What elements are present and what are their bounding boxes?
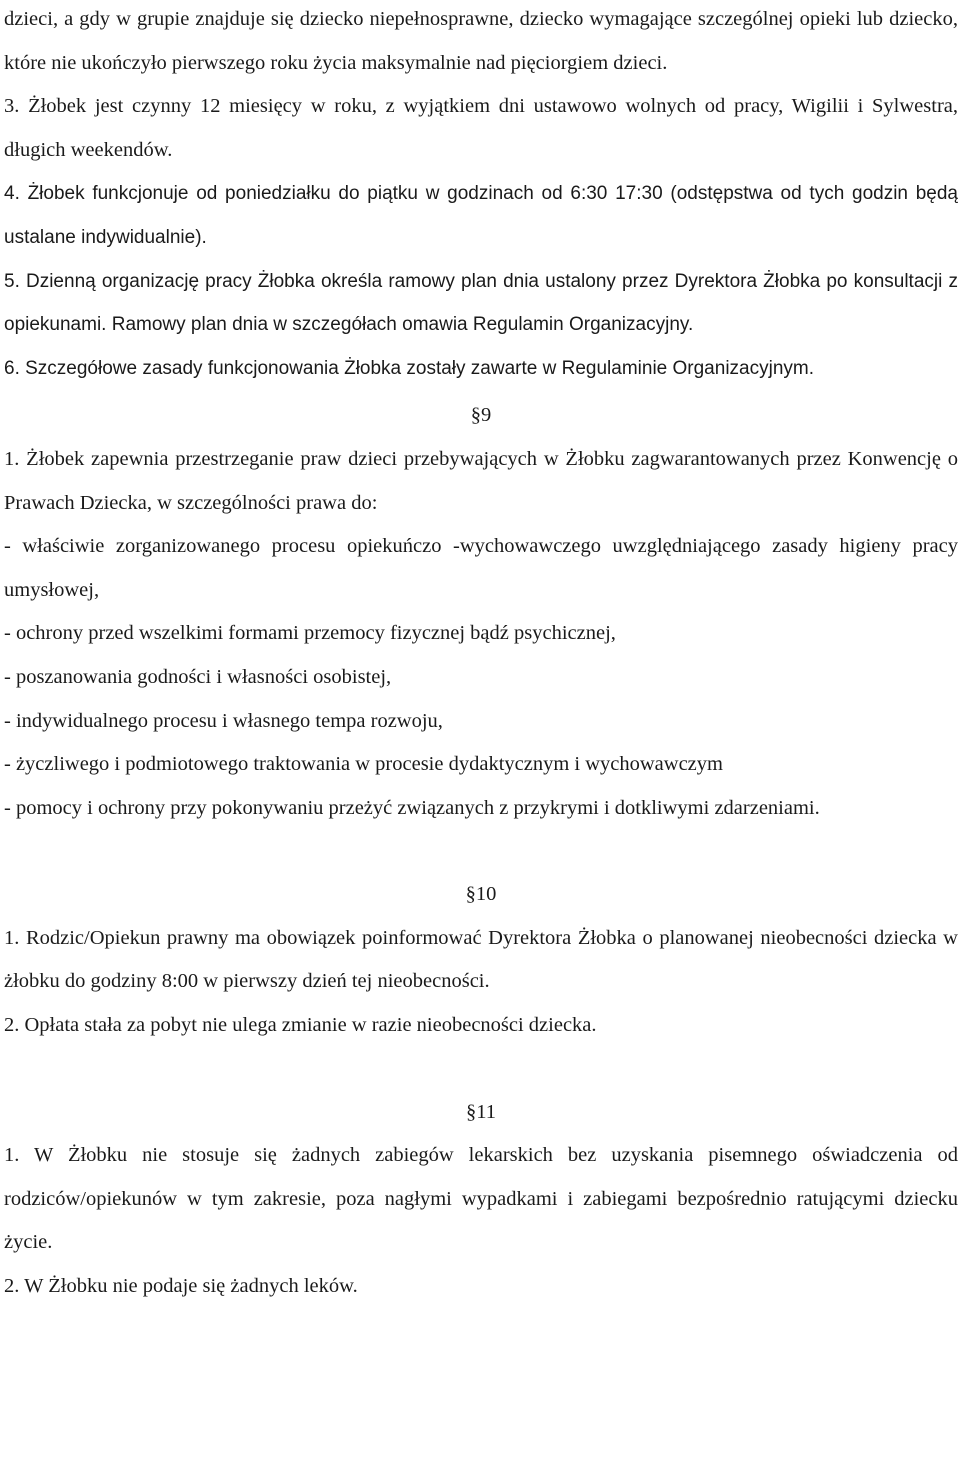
section-9-list-item: - pomocy i ochrony przy pokonywaniu przeżyć związanych z przykrymi i dotkliwymi zdarzeniami. xyxy=(4,796,820,819)
intro-paragraph-5: 5. Dzienną organizację pracy Żłobka określa ramowy plan dnia ustalony przez Dyrektora Żłobka po konsultacji z opiekunami. Ramowy plan dnia w szczegółach omawia Regulamin Organizacyjny. xyxy=(4,270,958,336)
section-9-heading: §9 xyxy=(470,404,492,427)
section-11-heading: §11 xyxy=(466,1100,496,1123)
section-9-paragraph-1: 1. Żłobek zapewnia przestrzeganie praw dzieci przebywających w Żłobku zagwarantowanych przez Konwencję o Prawach Dziecka, w szczególności prawa do: xyxy=(4,447,958,514)
section-9-list-item: - życzliwego i podmiotowego traktowania w procesie dydaktycznym i wychowawczym xyxy=(4,753,723,776)
section-10-paragraph-2: 2. Opłata stała za pobyt nie ulega zmianie w razie nieobecności dziecka. xyxy=(4,1014,597,1037)
intro-paragraph-4: 4. Żłobek funkcjonuje od poniedziałku do piątku w godzinach od 6:30 17:30 (odstępstwa od tych godzin będą ustalane indywidualnie). xyxy=(4,183,958,248)
section-9-list-item: - poszanowania godności i własności osobistej, xyxy=(4,665,392,688)
section-9-list-item: - indywidualnego procesu i własnego tempa rozwoju, xyxy=(4,709,443,732)
section-9-list-item: - właściwie zorganizowanego procesu opiekuńczo -wychowawczego uwzględniającego zasady higieny pracy umysłowej, xyxy=(4,535,958,601)
intro-paragraph-3: 3. Żłobek jest czynny 12 miesięcy w roku, z wyjątkiem dni ustawowo wolnych od pracy, Wigilii i Sylwestra, długich weekendów. xyxy=(4,95,958,161)
section-11-paragraph-1: 1. W Żłobku nie stosuje się żadnych zabiegów lekarskich bez uzyskania pisemnego oświadczenia od rodziców/opiekunów w tym zakresie, poza nagłymi wypadkami i zabiegami bezpośrednio ratującymi dziecku życie. xyxy=(4,1144,958,1254)
intro-paragraph-6: 6. Szczegółowe zasady funkcjonowania Żłobka zostały zawarte w Regulaminie Organizacyjnym. xyxy=(4,357,814,379)
intro-paragraph-1: dzieci, a gdy w grupie znajduje się dziecko niepełnosprawne, dziecko wymagające szczególnej opieki lub dziecko, które nie ukończyło pierwszego roku życia maksymalnie nad pięciorgiem dzieci. xyxy=(4,8,958,74)
section-11-paragraph-2: 2. W Żłobku nie podaje się żadnych leków. xyxy=(4,1275,358,1298)
spacer xyxy=(4,1048,958,1091)
document-page xyxy=(4,0,958,1309)
section-9-list-item: - ochrony przed wszelkimi formami przemocy fizycznej bądź psychicznej, xyxy=(4,622,616,645)
section-10-heading: §10 xyxy=(465,883,497,906)
section-10-paragraph-1: 1. Rodzic/Opiekun prawny ma obowiązek poinformować Dyrektora Żłobka o planowanej nieobecności dziecka w żłobku do godziny 8:00 w pierwszy dzień tej nieobecności. xyxy=(4,926,958,993)
spacer xyxy=(4,830,958,873)
